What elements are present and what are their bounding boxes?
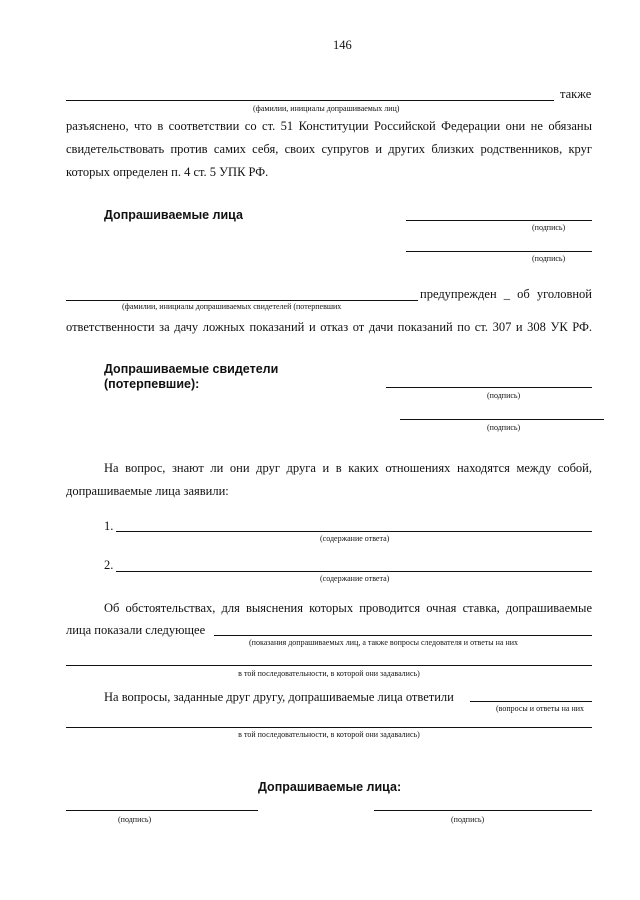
mutual-caption-1: (вопросы и ответы на них (496, 704, 585, 713)
answer-1-line (116, 531, 592, 532)
explained-line-3: которых определен п. 4 ст. 5 УПК РФ. (66, 165, 269, 179)
witnesses-heading-1: Допрашиваемые свидетели (104, 362, 279, 376)
testimony-line-1 (214, 635, 592, 636)
explained-line-2: свидетельствовать против самих себя, своих супругов и других близких родственников, круг (66, 142, 592, 156)
answer-2-number: 2. (104, 558, 114, 572)
names-caption: (фамилии, инициалы допрашиваемых лиц) (253, 104, 400, 113)
witness-signature-caption-1: (подпись) (487, 391, 521, 400)
page-number: 146 (333, 38, 352, 52)
testimony-caption-1: (показания допрашиваемых лиц, а также вопросы следователя и ответы на них (249, 638, 519, 647)
final-signature-line-left (66, 810, 258, 811)
question-line-1: На вопрос, знают ли они друг друга и в каких отношениях находятся между собой, (104, 461, 592, 475)
names-blank-line (66, 100, 554, 101)
mutual-caption-2: в той последовательности, в которой они задавались) (238, 730, 420, 739)
final-heading: Допрашиваемые лица: (258, 780, 402, 794)
mutual-answers-line-2 (66, 727, 592, 728)
testimony-line-2 (66, 665, 592, 666)
witnesses-blank-line (66, 300, 418, 301)
explained-line-1: разъяснено, что в соответствии со ст. 51 Конституции Российской Федерации они не обязаны (66, 119, 592, 133)
persons-signature-line-2 (406, 251, 592, 252)
persons-signature-caption-1: (подпись) (532, 223, 566, 232)
liability-line: ответственности за дачу ложных показаний и отказ от дачи показаний по ст. 307 и 308 УК РФ. (66, 320, 592, 334)
final-signature-line-right (374, 810, 592, 811)
circumstances-line-2: лица показали следующее (66, 623, 206, 637)
circumstances-line-1: Об обстоятельствах, для выяснения которых проводится очная ставка, допрашиваемые (104, 601, 592, 615)
mutual-questions-line: На вопросы, заданные друг другу, допрашиваемые лица ответили (104, 690, 454, 704)
persons-signature-caption-2: (подпись) (532, 254, 566, 263)
answer-2-line (116, 571, 592, 572)
persons-heading: Допрашиваемые лица (104, 208, 243, 222)
witnesses-heading-2: (потерпевшие): (104, 377, 200, 391)
answer-1-caption: (содержание ответа) (320, 534, 390, 543)
answer-2-caption: (содержание ответа) (320, 574, 390, 583)
testimony-caption-2: в той последовательности, в которой они задавались) (238, 669, 420, 678)
also-word: также (560, 87, 592, 101)
witness-signature-line-1 (386, 387, 592, 388)
question-line-2: допрашиваемые лица заявили: (66, 484, 229, 498)
final-signature-caption-right: (подпись) (451, 815, 485, 824)
final-signature-caption-left: (подпись) (118, 815, 152, 824)
mutual-answers-line-1 (470, 701, 592, 702)
witness-signature-caption-2: (подпись) (487, 423, 521, 432)
witnesses-caption: (фамилии, инициалы допрашиваемых свидетелей (потерпевших (122, 302, 342, 311)
witness-signature-line-2 (400, 419, 604, 420)
answer-1-number: 1. (104, 519, 114, 533)
warned-text: предупрежден _ об уголовной (420, 287, 592, 301)
persons-signature-line-1 (406, 220, 592, 221)
